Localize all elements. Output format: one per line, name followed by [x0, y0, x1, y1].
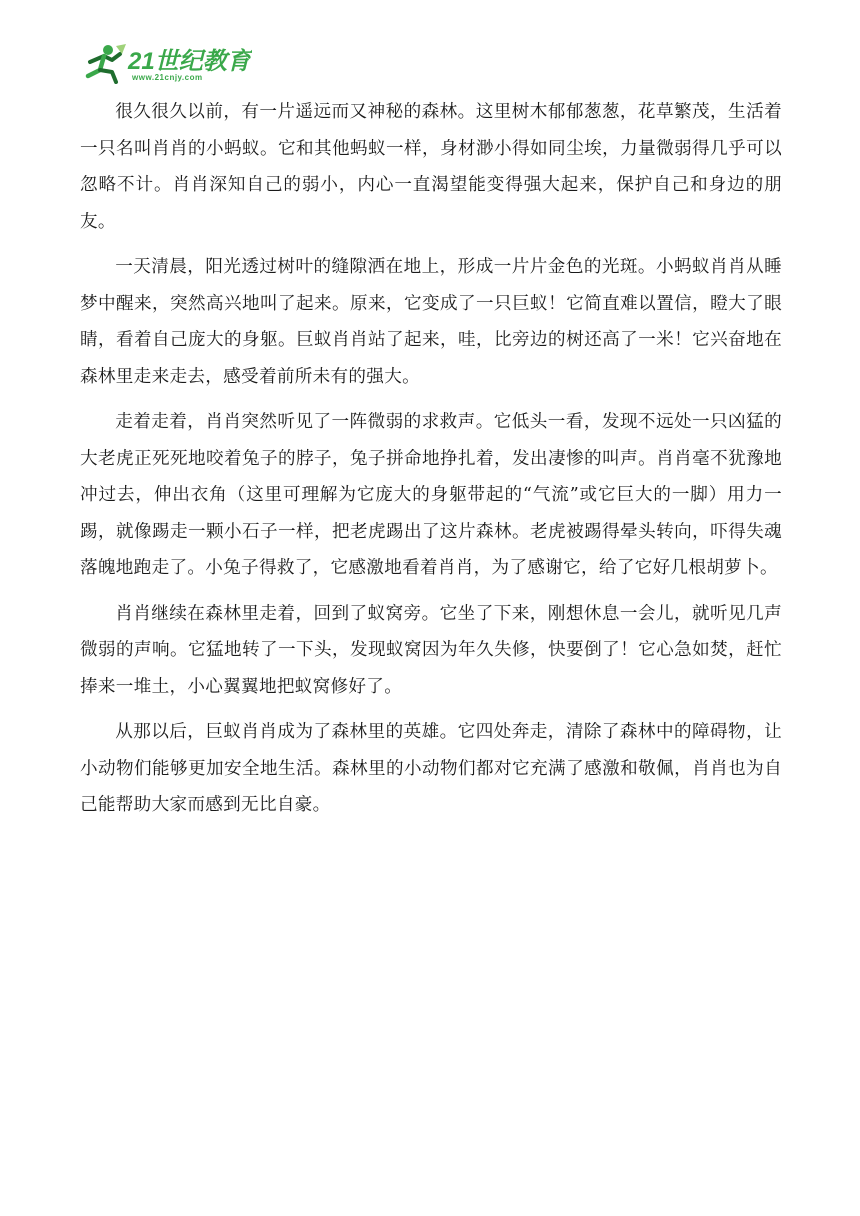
- paragraph-3: 走着走着，肖肖突然听见了一阵微弱的求救声。它低头一看，发现不远处一只凶猛的大老虎正死死地咬着兔子的脖子，兔子拼命地挣扎着，发出凄惨的叫声。肖肖毫不犹豫地冲过去，伸出衣角（这里可理解为它庞大的身躯带起的“气流”或它巨大的一脚）用力一踢，就像踢走一颗小石子一样，把老虎踢出了这片森林。老虎被踢得晕头转向，吓得失魂落魄地跑走了。小兔子得救了，它感激地看着肖肖，为了感谢它，给了它好几根胡萝卜。: [80, 412, 782, 578]
- site-logo: [82, 42, 252, 84]
- paragraph-2: 一天清晨，阳光透过树叶的缝隙洒在地上，形成一片片金色的光斑。小蚂蚁肖肖从睡梦中醒来，突然高兴地叫了起来。原来，它变成了一只巨蚁！它简直难以置信，瞪大了眼睛，看着自己庞大的身躯。巨蚁肖肖站了起来，哇，比旁边的树还高了一米！它兴奋地在森林里走来走去，感受着前所未有的强大。: [80, 257, 782, 387]
- paragraph-1: 很久很久以前，有一片遥远而又神秘的森林。这里树木郁郁葱葱，花草繁茂，生活着一只名叫肖肖的小蚂蚁。它和其他蚂蚁一样，身材渺小得如同尘埃，力量微弱得几乎可以忽略不计。肖肖深知自己的弱小，内心一直渴望能变得强大起来，保护自己和身边的朋友。: [80, 102, 782, 232]
- logo-url: www.21cnjy.com: [132, 73, 203, 82]
- logo-wordmark: 21世纪教育: [128, 48, 251, 75]
- paragraph-4: 肖肖继续在森林里走着，回到了蚁窝旁。它坐了下来，刚想休息一会儿，就听见几声微弱的声响。它猛地转了一下头，发现蚁窝因为年久失修，快要倒了！它心急如焚，赶忙捧来一堆土，小心翼翼地把蚁窝修好了。: [80, 603, 782, 697]
- story-body: [80, 94, 782, 833]
- runner-logo-icon: [82, 42, 252, 84]
- paragraph-5: 从那以后，巨蚁肖肖成为了森林里的英雄。它四处奔走，清除了森林中的障碍物，让小动物们能够更加安全地生活。森林里的小动物们都对它充满了感激和敬佩，肖肖也为自己能帮助大家而感到无比自豪。: [80, 722, 782, 815]
